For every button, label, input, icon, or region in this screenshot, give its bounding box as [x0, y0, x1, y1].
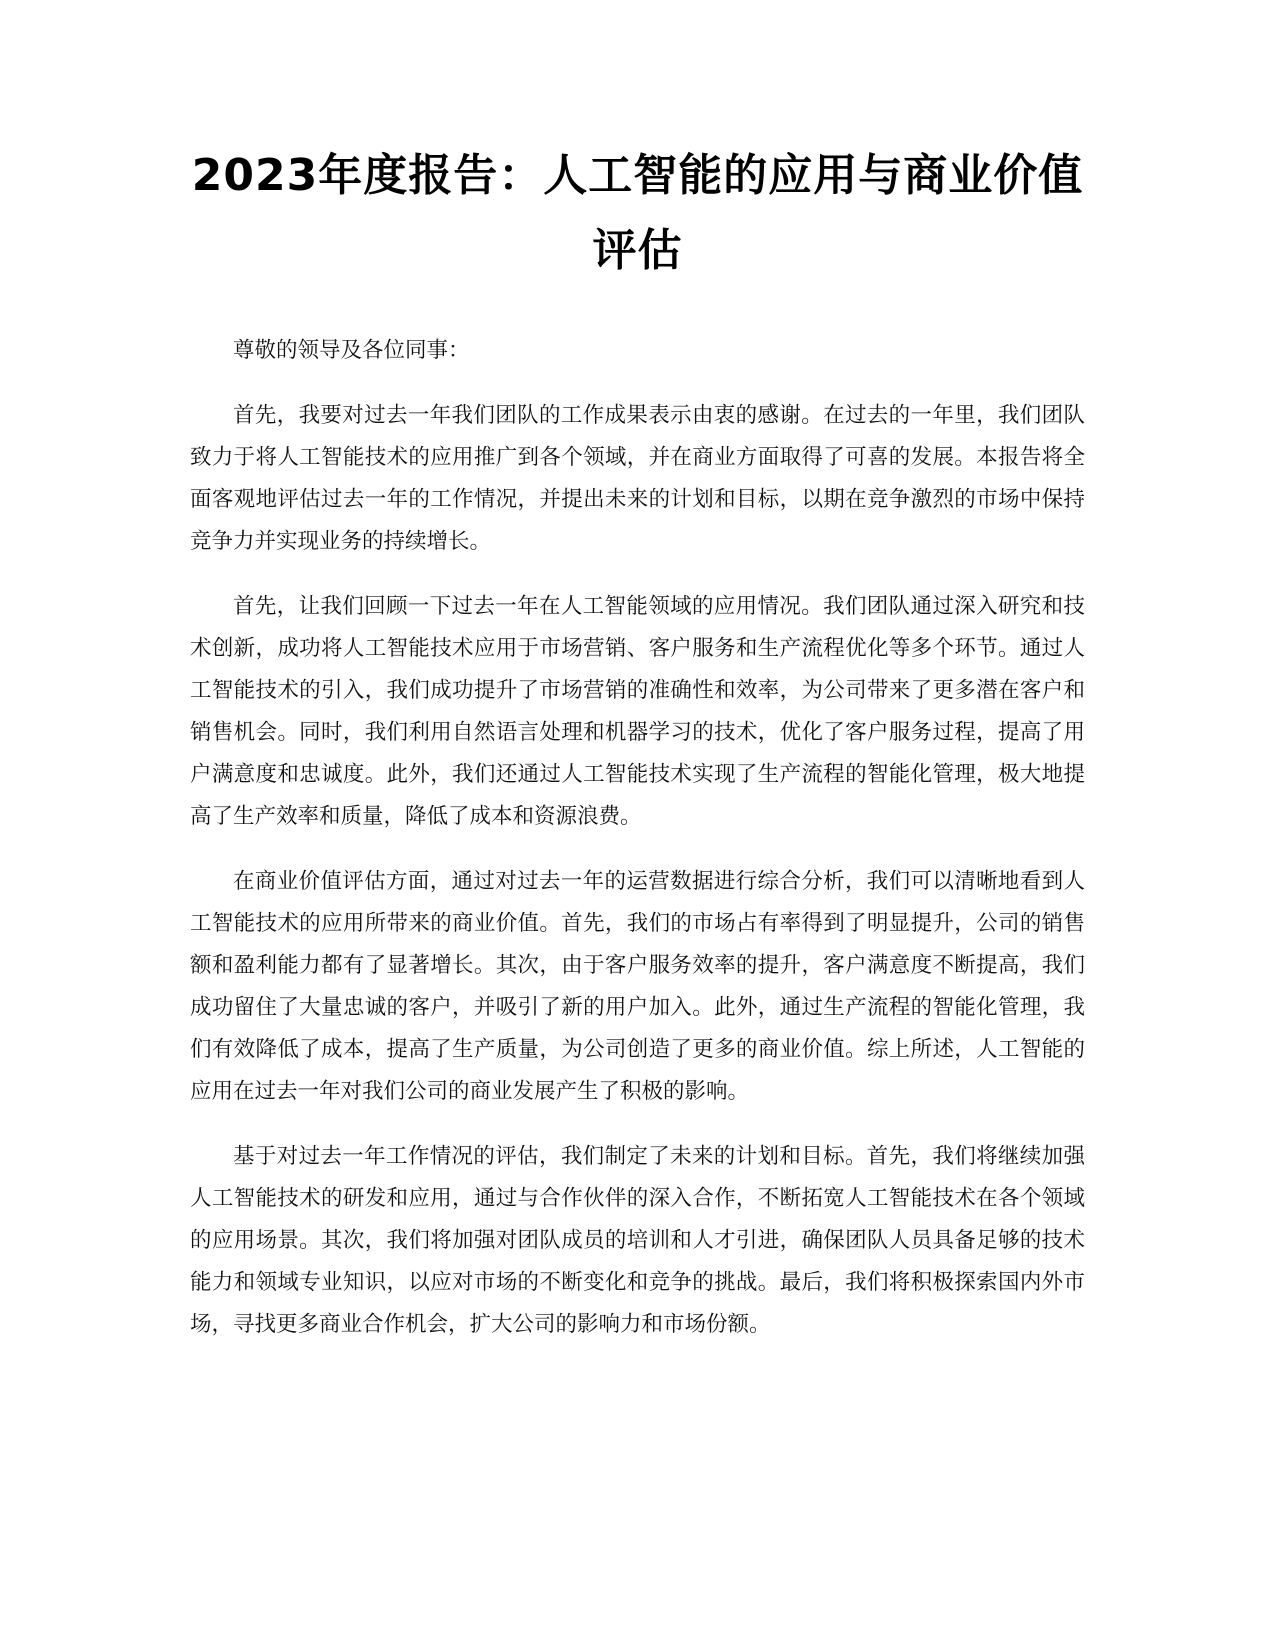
document-title: 2023年度报告：人工智能的应用与商业价值评估	[191, 150, 1084, 276]
paragraph-3: 在商业价值评估方面，通过对过去一年的运营数据进行综合分析，我们可以清晰地看到人工智能技术的应用所带来的商业价值。首先，我们的市场占有率得到了明显提升，公司的销售额和盈利能力都有了显著增长。其次，由于客户服务效率的提升，客户满意度不断提高，我们成功留住了大量忠诚的客户，并吸引了新的用户加入。此外，通过生产流程的智能化管理，我们有效降低了成本，提高了生产质量，为公司创造了更多的商业价值。综上所述，人工智能的应用在过去一年对我们公司的商业发展产生了积极的影响。	[190, 869, 1085, 1104]
paragraph-1: 首先，我要对过去一年我们团队的工作成果表示由衷的感谢。在过去的一年里，我们团队致力于将人工智能技术的应用推广到各个领域，并在商业方面取得了可喜的发展。本报告将全面客观地评估过去一年的工作情况，并提出未来的计划和目标，以期在竞争激烈的市场中保持竞争力并实现业务的持续增长。	[190, 403, 1085, 554]
paragraph-2: 首先，让我们回顾一下过去一年在人工智能领域的应用情况。我们团队通过深入研究和技术创新，成功将人工智能技术应用于市场营销、客户服务和生产流程优化等多个环节。通过人工智能技术的引入，我们成功提升了市场营销的准确性和效率，为公司带来了更多潜在客户和销售机会。同时，我们利用自然语言处理和机器学习的技术，优化了客户服务过程，提高了用户满意度和忠诚度。此外，我们还通过人工智能技术实现了生产流程的智能化管理，极大地提高了生产效率和质量，降低了成本和资源浪费。	[190, 594, 1085, 829]
paragraph-4: 基于对过去一年工作情况的评估，我们制定了未来的计划和目标。首先，我们将继续加强人工智能技术的研发和应用，通过与合作伙伴的深入合作，不断拓宽人工智能技术在各个领域的应用场景。其次，我们将加强对团队成员的培训和人才引进，确保团队人员具备足够的技术能力和领域专业知识，以应对市场的不断变化和竞争的挑战。最后，我们将积极探索国内外市场，寻找更多商业合作机会，扩大公司的影响力和市场份额。	[190, 1144, 1085, 1337]
salutation: 尊敬的领导及各位同事：	[233, 338, 470, 363]
